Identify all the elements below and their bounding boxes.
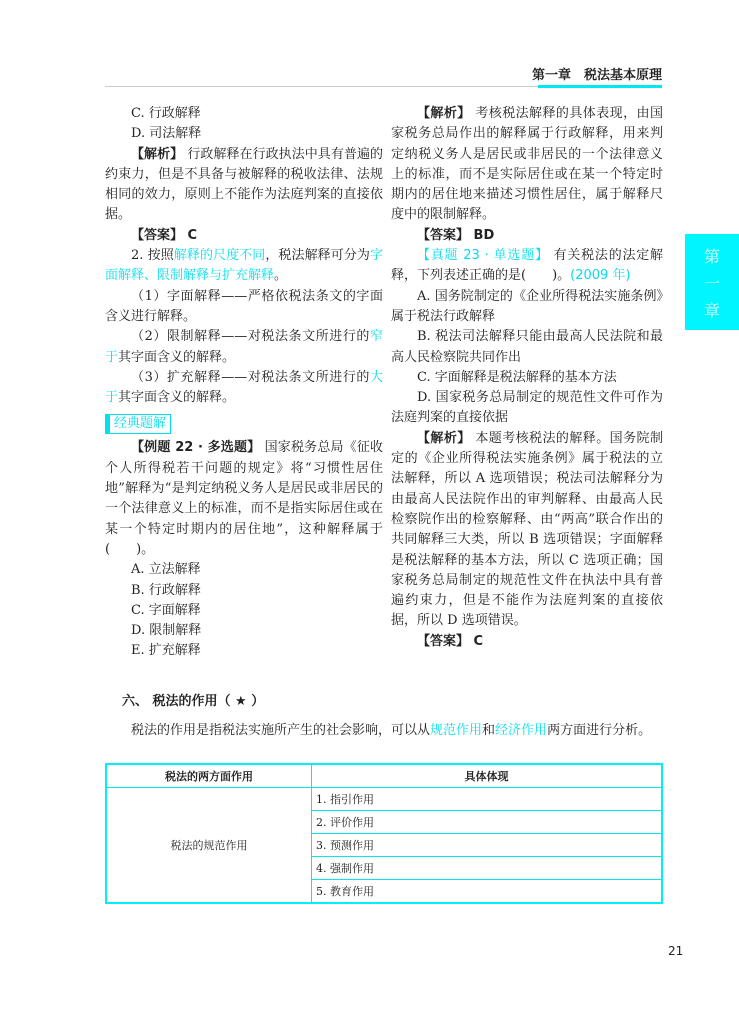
scale-paragraph [105, 246, 383, 287]
highlight: 解释的尺度不同 [173, 248, 266, 264]
answer-value: BD [469, 227, 495, 243]
highlight: 字面解释、限制解释与扩充解释 [105, 248, 383, 284]
item-2 [105, 327, 383, 368]
text: 税法的作用是指税法实施所产生的社会影响，可以从 [131, 723, 431, 738]
question-text: 有关税法的法定解释，下列表述正确的是( )。 [391, 248, 663, 284]
analysis-paragraph [105, 145, 383, 226]
answer-label: 【答案】 [417, 633, 470, 649]
answer-paragraph [105, 226, 383, 246]
option: A. 国务院制定的《企业所得税法实施条例》属于税法行政解释 [391, 288, 663, 324]
right-column [391, 104, 663, 652]
item-1: （1）字面解释——严格依税法条文的字面含义进行解释。 [105, 288, 383, 324]
example-label: 【例题 22 · 多选题】 [131, 440, 261, 456]
question-label: 【真题 23 · 单选题】 [417, 248, 549, 264]
classic-examples-label: 经典题解 [105, 414, 171, 434]
highlight: 窄于 [105, 329, 383, 365]
text: 2. 按照 [131, 248, 174, 264]
exam-question [391, 246, 663, 287]
highlight: 规范作用 [430, 723, 483, 738]
analysis-label: 【解析】 [417, 106, 471, 121]
option: C. 字面解释是税法解释的基本方法 [417, 369, 617, 385]
left-column [105, 104, 383, 662]
highlight: 大于 [105, 369, 383, 406]
option-d: D. 司法解释 [131, 126, 202, 142]
tab-char: 一 [703, 273, 720, 293]
section-title: 六、 税法的作用（ ★ ） [122, 694, 265, 709]
analysis-paragraph [391, 429, 663, 632]
option-c: C. 行政解释 [131, 106, 201, 121]
text: 其字面含义的解释。 [118, 349, 236, 365]
table-cell: 2. 评价作用 [312, 811, 663, 834]
tab-char: 第 [703, 246, 720, 266]
column-header: 具体体现 [312, 764, 663, 788]
option: B. 税法司法解释只能由最高人民法院和最高人民检察院共同作出 [391, 329, 663, 365]
analysis-label: 【解析】 [131, 146, 184, 162]
question-year: (2009 年) [570, 268, 631, 284]
section-intro [105, 720, 663, 741]
answer-label: 【答案】 [417, 227, 470, 243]
option: A. 立法解释 [131, 562, 201, 578]
header-divider [105, 86, 538, 87]
analysis-label: 【解析】 [417, 430, 471, 446]
table-row [106, 788, 662, 811]
text: 和 [482, 723, 496, 738]
item-3 [105, 368, 383, 409]
option: D. 限制解释 [131, 623, 202, 639]
analysis-paragraph [391, 104, 663, 226]
header-accent-line [538, 85, 662, 88]
text: ，税法解释可分为 [265, 248, 370, 264]
analysis-text: 考核税法解释的具体表现，由国家税务总局作出的解释属于行政解释，用来判定纳税义务人是居民或非居民的一个法律意义上的标准，而不是实际居住或在某一个特定时期内的居住地来描述习惯性居住，属于解释尺度中的限制解释。 [391, 106, 663, 223]
highlight: 经济作用 [495, 723, 548, 738]
option: E. 扩充解释 [131, 643, 201, 659]
text: （3）扩充解释——对税法条文所进行的 [131, 369, 370, 385]
answer-value: C [183, 227, 198, 243]
table-cell: 5. 教育作用 [312, 880, 663, 904]
analysis-text: 行政解释在行政执法中具有普遍的约束力，但是不具备与被解释的税收法律、法规相同的效力，原则上不能作为法庭判案的直接依据。 [105, 146, 383, 223]
answer-label: 【答案】 [131, 227, 184, 243]
table-cell: 3. 预测作用 [312, 834, 663, 857]
group-cell: 税法的规范作用 [106, 788, 312, 904]
answer-value: C [469, 633, 484, 649]
text: 。 [274, 268, 288, 284]
tab-char: 章 [703, 300, 720, 320]
table-cell: 1. 指引作用 [312, 788, 663, 811]
example-question [105, 438, 383, 560]
tax-law-functions-table [105, 763, 663, 904]
option: D. 国家税务总局制定的规范性文件可作为法庭判案的直接依据 [391, 390, 663, 426]
page-number: 21 [668, 944, 684, 958]
answer-paragraph [391, 632, 663, 652]
chapter-header: 第一章 税法基本原理 [531, 68, 662, 83]
text: 两方面进行分析。 [547, 723, 652, 738]
text: （2）限制解释——对税法条文所进行的 [131, 329, 370, 345]
option: C. 字面解释 [131, 602, 201, 618]
table-cell: 4. 强制作用 [312, 857, 663, 880]
column-header: 税法的两方面作用 [106, 764, 312, 788]
example-text: 国家税务总局《征收个人所得税若干问题的规定》将“习惯性居住地”解释为“是判定纳税义务人是居民或非居民的一个法律意义上的标准，而不是指实际居住或在某一个特定时期内的居住地”，这种解释属于( )。 [105, 440, 384, 557]
analysis-text: 本题考核税法的解释。国务院制定的《企业所得税法实施条例》属于税法的立法解释，所以 A 选项错误；税法司法解释分为由最高人民法院作出的审判解释、由最高人民检察院作出的检察解释、由“两高”联合作出的共同解释三大类，所以 B 选项错误；字面解释是税法解释的基本方法，所以 C 选项正确；国家税务总局制定的规范性文件在执法中具有普遍约束力，但是不能作为法庭判案的直接依据，所以 D 选项错误。 [391, 430, 663, 629]
chapter-side-tab[interactable] [685, 234, 739, 330]
table-header-row [106, 764, 662, 788]
text: 其字面含义的解释。 [118, 390, 236, 406]
answer-paragraph [391, 226, 663, 246]
option: B. 行政解释 [131, 582, 201, 598]
